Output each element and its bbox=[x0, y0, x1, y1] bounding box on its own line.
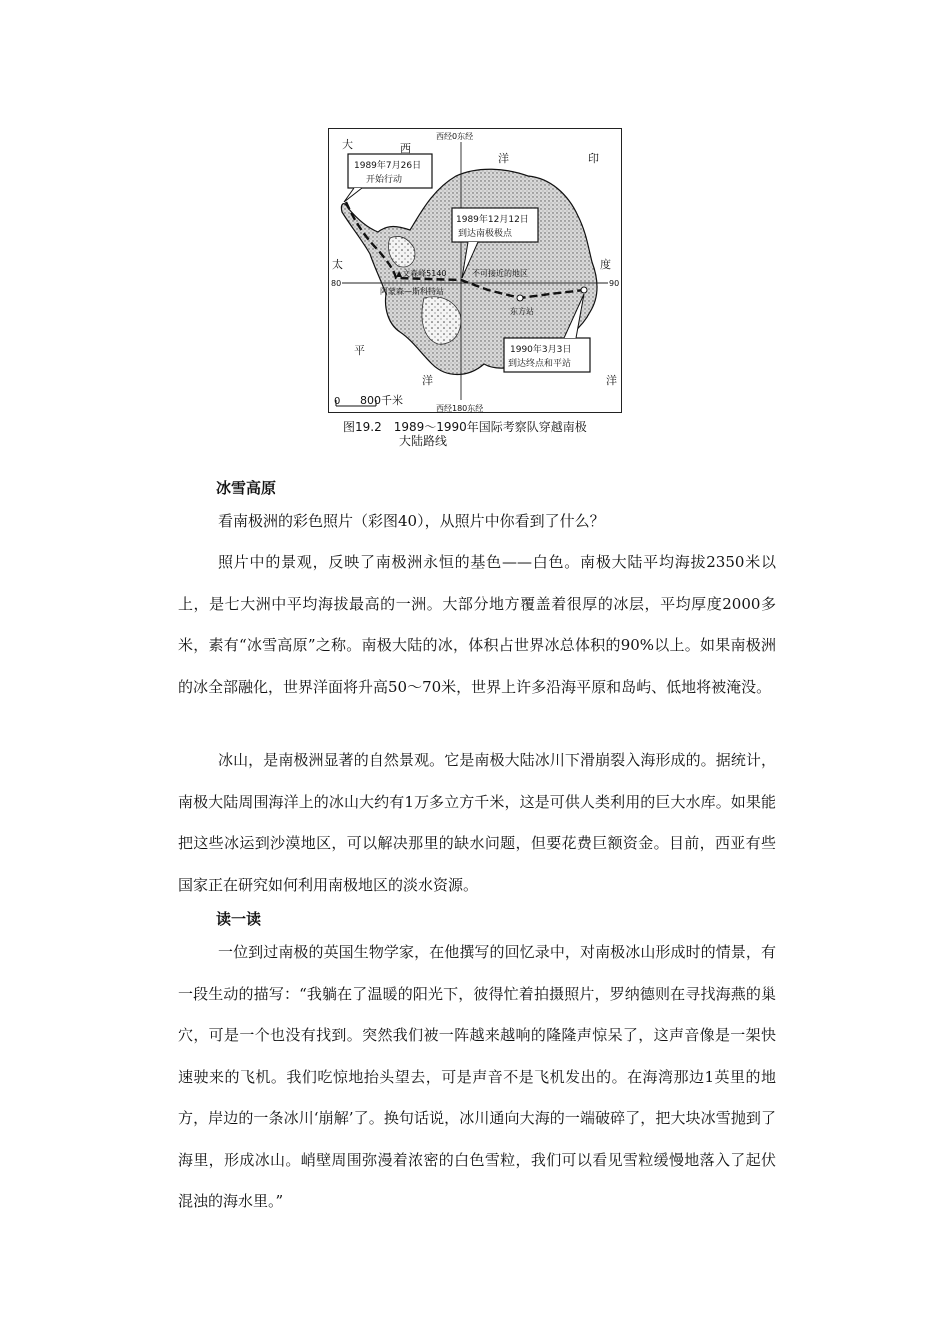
caption-line1: 图19.2 1989～1990年国际考察队穿越南极 bbox=[343, 420, 587, 434]
vostok-station-dot bbox=[517, 295, 523, 301]
paragraph-white-continent: 照片中的景观，反映了南极洲永恒的基色——白色。南极大陆平均海拔2350米以上，是七大洲中平均海拔最高的一洲。大部分地方覆盖着很厚的冰层，平均厚度2000多米，素有“冰雪高原”之称。南极大陆的冰，体积占世界冰总体积的90%以上。如果南极洲的冰全部融化，世界洋面将升高50～70米，世界上许多沿海平原和岛屿、低地将被淹没。 bbox=[178, 553, 776, 696]
paragraph-biologist-memoir: 一位到过南极的英国生物学家，在他撰写的回忆录中，对南极冰山形成时的情景，有一段生动的描写：“我躺在了温暖的阳光下，彼得忙着拍摄照片，罗纳德则在寻找海燕的巢穴，可是一个也没有找到。突然我们被一阵越来越响的隆隆声惊呆了，这声音像是一架快速驶来的飞机。我们吃惊地抬头望去，可是声音不是飞机发出的。在海湾那边1英里的地方，岸边的一条冰川‘崩解’了。换句话说，冰川通向大海的一端破碎了，把大块冰雪抛到了海里，形成冰山。峭壁周围弥漫着浓密的白色雪粒，我们可以看见雪粒缓慢地落入了起伏混浊的海水里。” bbox=[178, 943, 776, 1210]
figure-caption bbox=[343, 420, 643, 448]
bottom-meridian-label: 西经180东经 bbox=[436, 404, 484, 413]
top-meridian-label: 西经0东经 bbox=[436, 132, 474, 141]
callout-end-text: 到达终点和平站 bbox=[508, 359, 572, 369]
paragraph-question: 看南极洲的彩色照片（彩图40），从照片中你看到了什么？ bbox=[218, 512, 605, 530]
ocean-label-yang2: 洋 bbox=[422, 374, 433, 387]
west-90-label: 80 bbox=[331, 279, 342, 288]
scale-zero: 0 bbox=[334, 396, 341, 407]
scale-value: 800千米 bbox=[360, 394, 403, 407]
inaccessible-area-label: 不可接近的地区 bbox=[472, 269, 528, 278]
callout-end-date: 1990年3月3日 bbox=[510, 345, 572, 355]
vinson-peak-label: ▲文森峰5140 bbox=[396, 269, 447, 278]
paragraph-icebergs: 冰山，是南极洲显著的自然景观。它是南极大陆冰川下滑崩裂入海形成的。据统计，南极大陆周围海洋上的冰山大约有1万多立方千米，这是可供人类利用的巨大水库。如果能把这些冰运到沙漠地区，可以解决那里的缺水问题，但要花费巨额资金。目前，西亚有些国家正在研究如何利用南极地区的淡水资源。 bbox=[178, 751, 776, 894]
callout-pole-date: 1989年12月12日 bbox=[456, 215, 529, 225]
vostok-station-label: 东方站 bbox=[510, 307, 534, 316]
ocean-label-yang3: 洋 bbox=[606, 374, 617, 387]
east-90-label: 90 bbox=[609, 279, 620, 288]
ocean-label-tai: 太 bbox=[332, 258, 343, 271]
section-heading-reading: 读一读 bbox=[216, 910, 262, 928]
ocean-label-ping: 平 bbox=[354, 344, 365, 357]
antarctica-route-map bbox=[328, 128, 622, 413]
section-heading-ice-plateau: 冰雪高原 bbox=[216, 479, 277, 497]
mirny-station-dot bbox=[581, 287, 587, 293]
ocean-label-du: 度 bbox=[600, 258, 611, 271]
callout-pole-text: 到达南极极点 bbox=[458, 229, 513, 239]
ocean-label-yang1: 洋 bbox=[498, 152, 509, 165]
callout-start-text: 开始行动 bbox=[366, 175, 403, 185]
ocean-label-da: 大 bbox=[342, 138, 353, 151]
caption-line2: 大陆路线 bbox=[399, 434, 448, 448]
ocean-label-xi: 西 bbox=[400, 142, 411, 155]
ocean-label-yin: 印 bbox=[588, 152, 599, 165]
callout-start-date: 1989年7月26日 bbox=[354, 161, 422, 171]
amundsen-scott-label: 阿蒙森—斯科特站 bbox=[380, 287, 444, 296]
